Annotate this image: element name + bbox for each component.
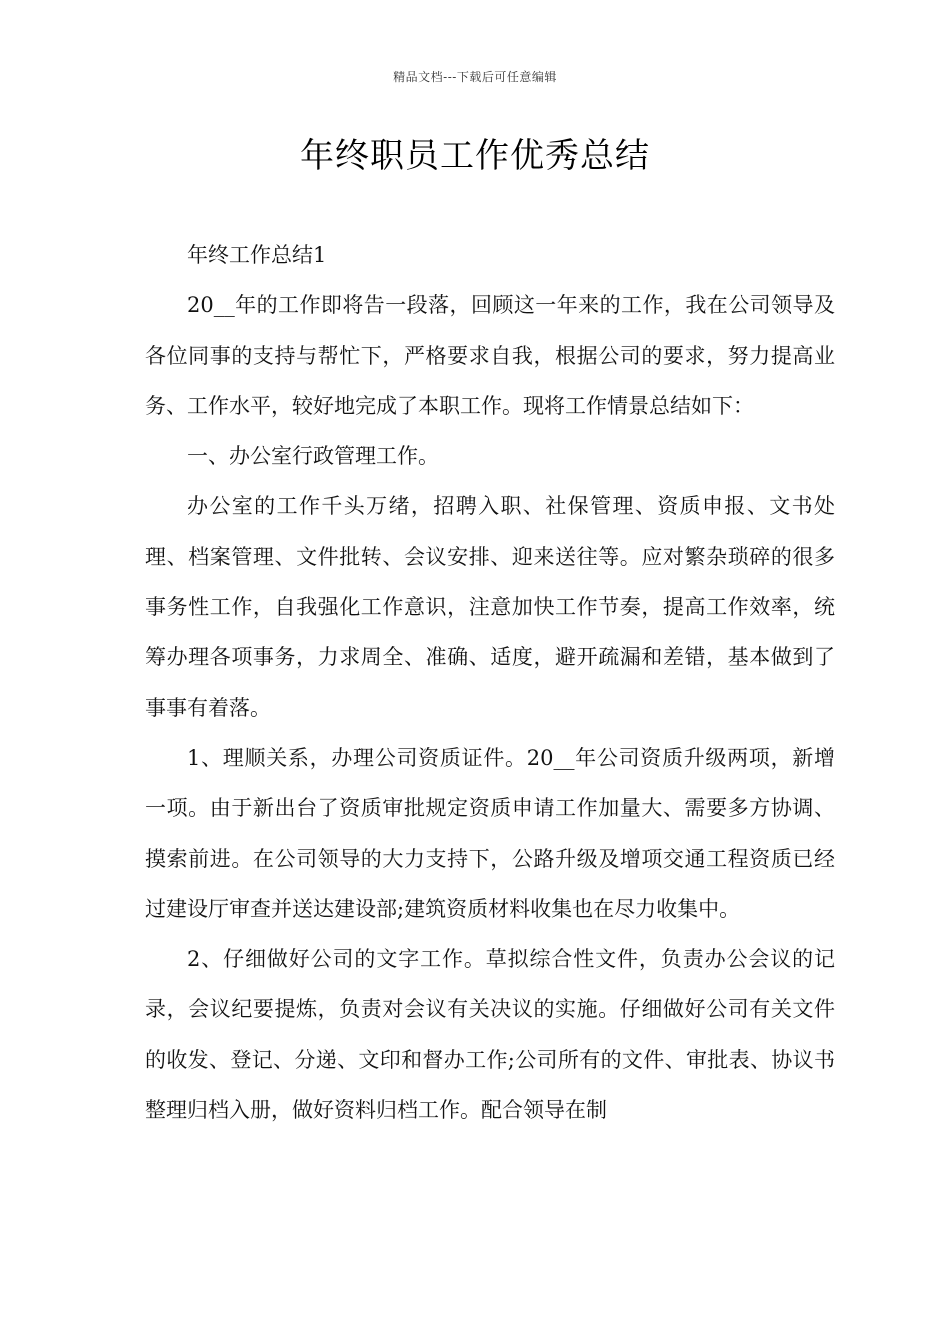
paragraph: 办公室的工作千头万绪，招聘入职、社保管理、资质申报、文书处理、档案管理、文件批转、会议安排、迎来送往等。应对繁杂琐碎的很多事务性工作，自我强化工作意识，注意加快工作节奏，提高工作效率，统筹办理各项事务，力求周全、准确、适度，避开疏漏和差错，基本做到了事事有着落。 (145, 494, 835, 720)
paragraph: 1、理顺关系，办理公司资质证件。20__年公司资质升级两项，新增一项。由于新出台了资质审批规定资质申请工作加量大、需要多方协调、摸索前进。在公司领导的大力支持下，公路升级及增项交通工程资质已经过建设厅审查并送达建设部;建筑资质材料收集也在尽力收集中。 (145, 745, 835, 921)
document-body (145, 230, 835, 1135)
document-title: 年终职员工作优秀总结 (300, 136, 650, 176)
paragraph: 2、仔细做好公司的文字工作。草拟综合性文件，负责办公会议的记录，会议纪要提炼，负责对会议有关决议的实施。仔细做好公司有关文件的收发、登记、分递、文印和督办工作;公司所有的文件、审批表、协议书整理归档入册，做好资料归档工作。配合领导在制 (145, 947, 835, 1123)
paragraph: 20__年的工作即将告一段落，回顾这一年来的工作，我在公司领导及各位同事的支持与帮忙下，严格要求自我，根据公司的要求，努力提高业务、工作水平，较好地完成了本职工作。现将工作情景总结如下： (145, 293, 835, 418)
header-note: 精品文档---下载后可任意编辑 (393, 70, 557, 84)
section-heading: 年终工作总结1 (187, 243, 327, 267)
section-heading: 一、办公室行政管理工作。 (187, 444, 439, 469)
